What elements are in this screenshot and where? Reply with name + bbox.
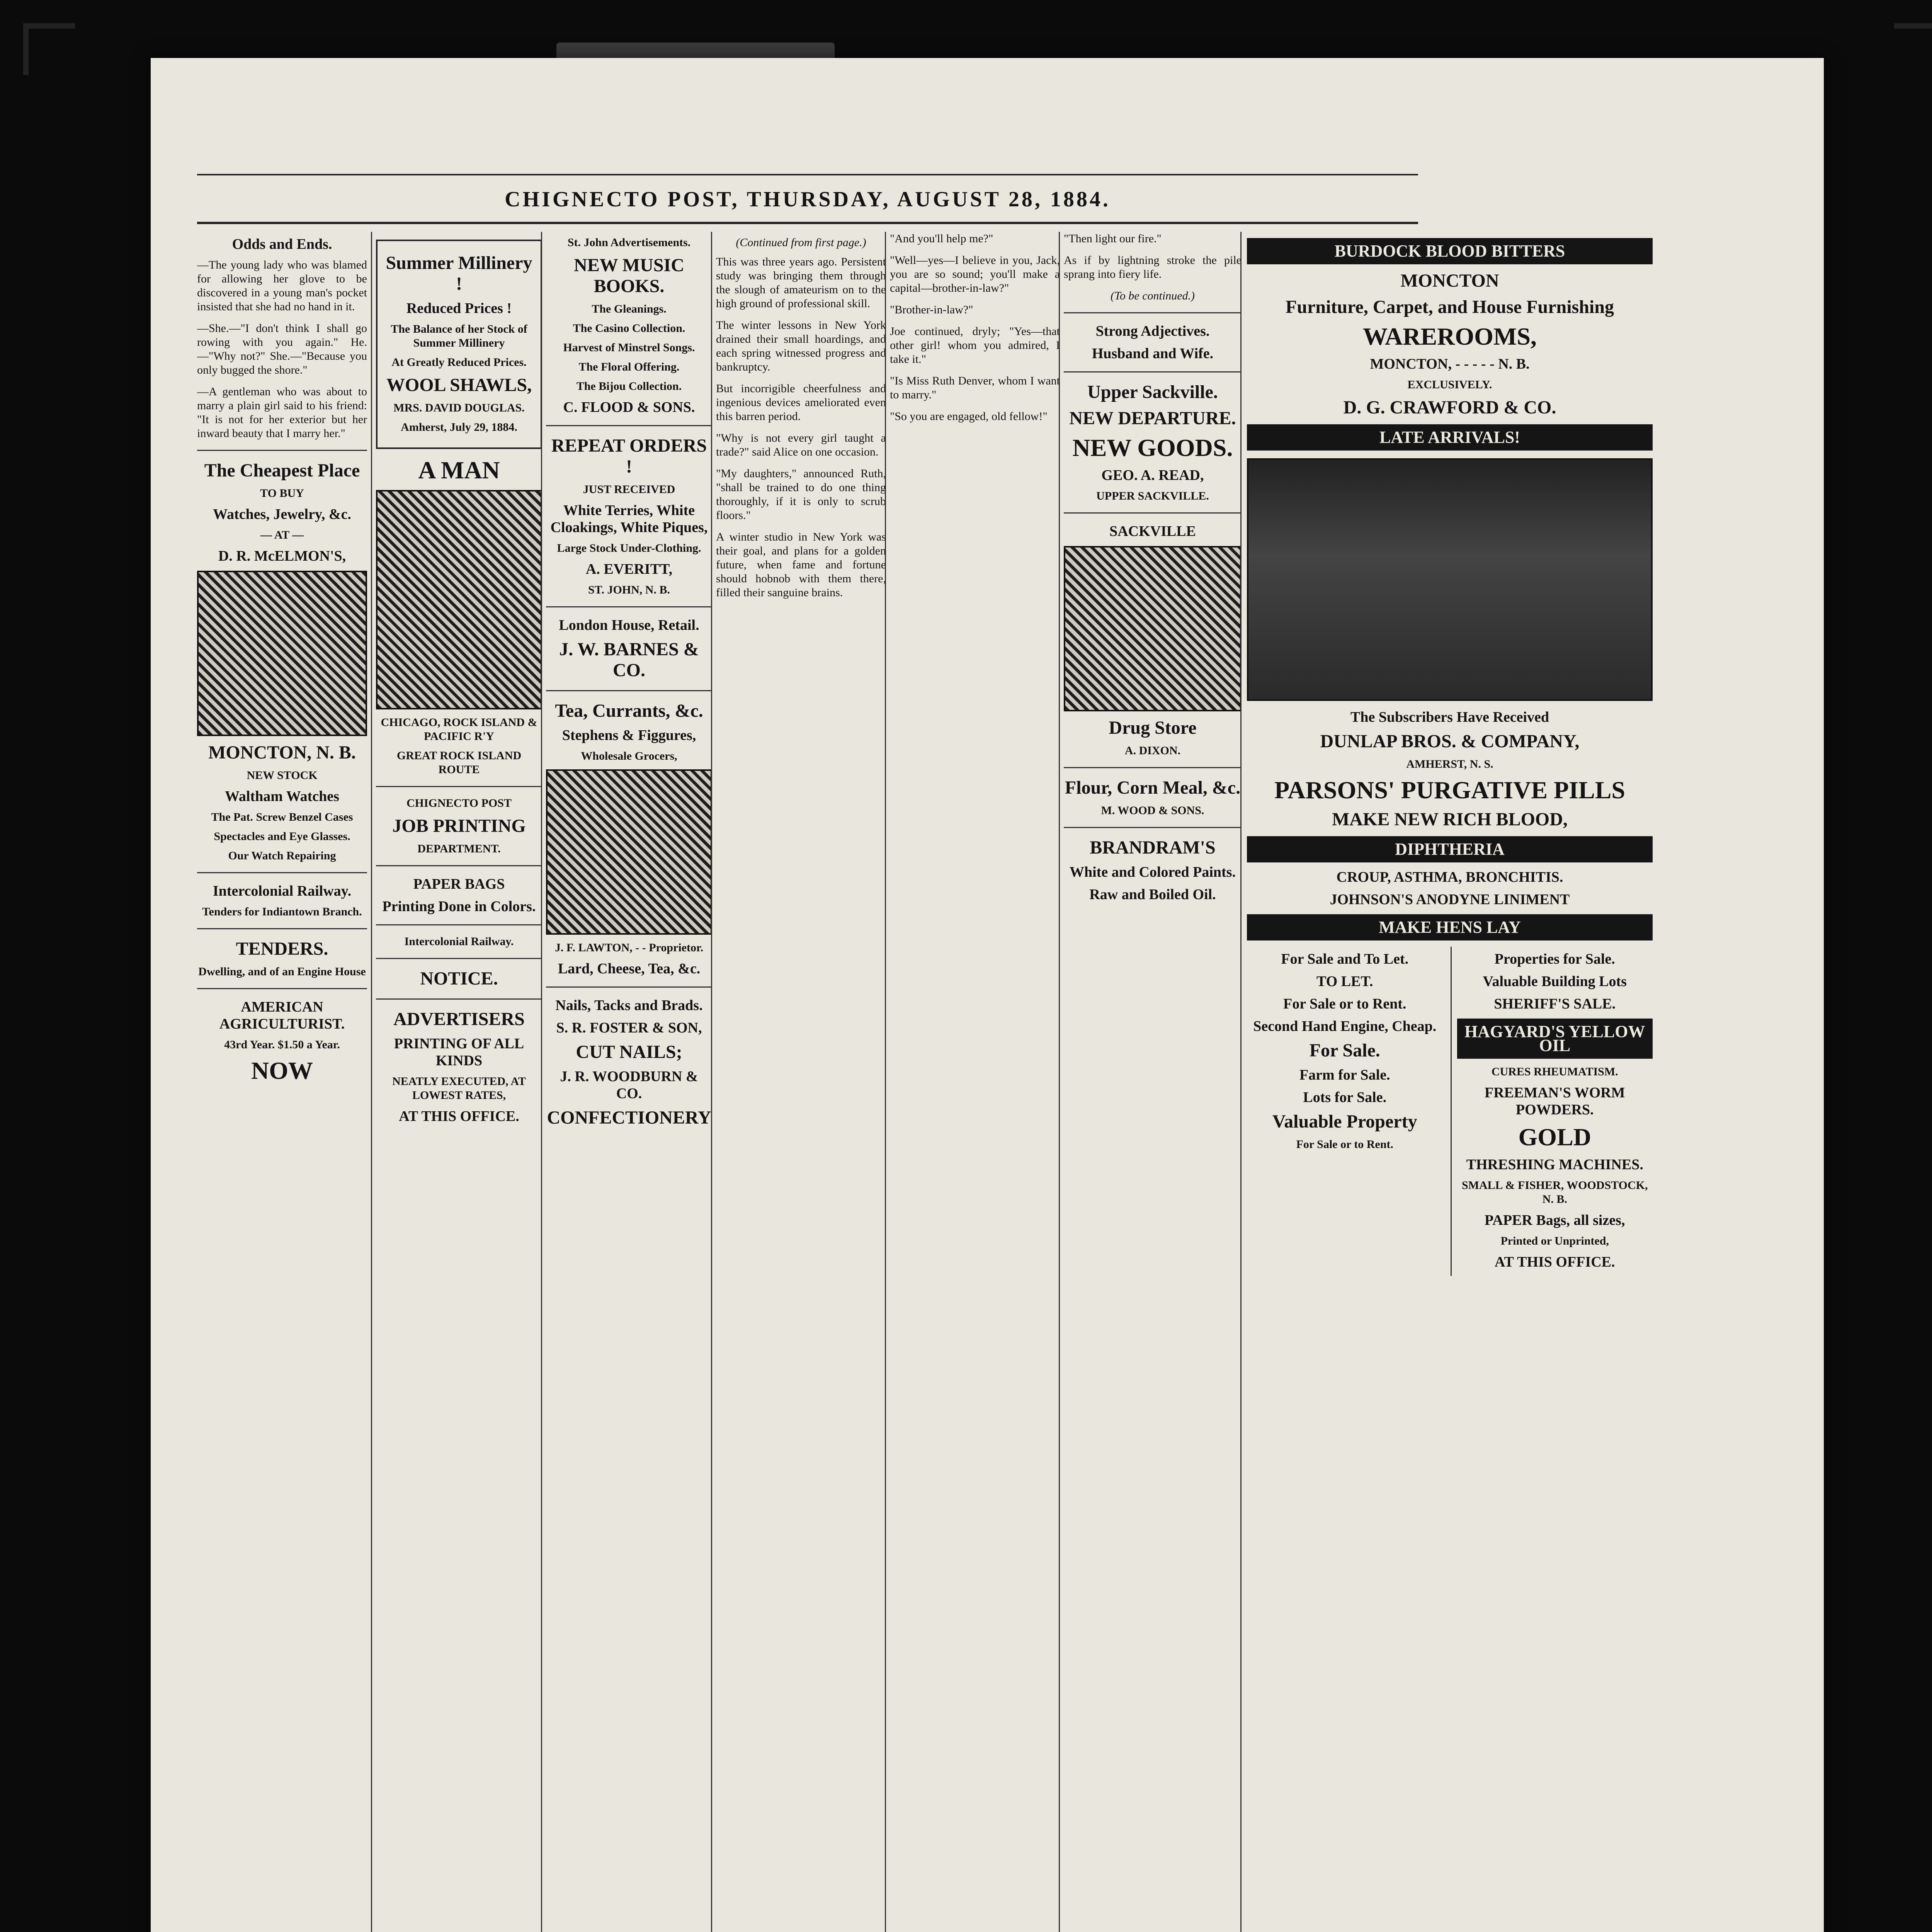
ad-heading: Summer Millinery ! <box>386 253 532 294</box>
ad-line: Spectacles and Eye Glasses. <box>214 830 350 843</box>
ad-line: WOOL SHAWLS, <box>386 375 532 395</box>
ad-line: Printed or Unprinted, <box>1500 1235 1609 1247</box>
ad-heading: The Cheapest Place <box>204 460 360 481</box>
divider <box>1064 312 1242 313</box>
ad-line: MAKE NEW RICH BLOOD, <box>1332 809 1568 830</box>
paragraph: As if by lightning stroke the pile sprang into fiery life. <box>1064 254 1242 281</box>
ad-line: For Sale or to Rent. <box>1296 1138 1393 1151</box>
classifieds-left <box>1247 947 1443 1276</box>
ad-line: Waltham Watches <box>225 788 339 804</box>
ad-heading: TO LET. <box>1316 973 1373 990</box>
divider <box>197 928 367 929</box>
ad-line: ST. JOHN, N. B. <box>588 583 670 596</box>
ad-place: MONCTON, N. B. <box>208 742 356 763</box>
ad-line: MRS. DAVID DOUGLAS. <box>393 401 525 414</box>
ad-line: White and Colored Paints. <box>1069 864 1236 880</box>
divider <box>546 690 712 691</box>
ad-line: CUT NAILS; <box>576 1042 682 1062</box>
ad-line: Furniture, Carpet, and House Furnishing <box>1286 297 1614 317</box>
column-5 <box>885 232 1060 1932</box>
ad-heading: Farm for Sale. <box>1299 1067 1390 1083</box>
paragraph: Joe continued, dryly; "Yes—that other girl! whom you admired, I take it." <box>890 325 1060 366</box>
ad-heading: London House, Retail. <box>559 617 699 633</box>
ad-line: DUNLAP BROS. & COMPANY, <box>1320 731 1580 752</box>
paragraph: But incorrigible cheerfulness and ingenious devices ameliorated even this barren period. <box>716 382 886 423</box>
ad-heading: MONCTON <box>1400 270 1499 291</box>
divider <box>1064 371 1242 372</box>
ad-heading: Printing Done in Colors. <box>382 898 536 915</box>
paragraph: "Well—yes—I believe in you, Jack, you are so sound; you'll make a capital—brother-in-law?" <box>890 254 1060 294</box>
ad-line: PAPER Bags, all sizes, <box>1485 1212 1625 1228</box>
ad-heading: JOB PRINTING <box>392 816 526 836</box>
paragraph: A winter studio in New York was their goal, and plans for a golden future, when fame and fortune should hobnob with them there, filled their sanguine brains. <box>716 531 886 599</box>
ad-line: The Casino Collection. <box>573 322 685 335</box>
column-4 <box>711 232 886 1932</box>
ad-line: FREEMAN'S WORM POWDERS. <box>1485 1085 1625 1118</box>
paragraph: —A gentleman who was about to marry a plain girl said to his friend: "It is not for her exterior but her inward beauty that I marry her." <box>197 385 367 440</box>
ad-heading: For Sale and To Let. <box>1281 951 1409 967</box>
late-arrivals-banner: LATE ARRIVALS! <box>1247 424 1653 451</box>
bitters-ad-logo: BURDOCK BLOOD BITTERS <box>1247 238 1653 264</box>
ad-heading: Second Hand Engine, Cheap. <box>1253 1018 1437 1034</box>
paragraph: "So you are engaged, old fellow!" <box>890 410 1048 423</box>
diphtheria-banner: DIPHTHERIA <box>1247 836 1653 862</box>
ad-heading: For Sale or to Rent. <box>1283 996 1406 1012</box>
crossed-brooms-engraving <box>546 769 712 935</box>
ad-line: A. EVERITT, <box>585 561 673 577</box>
ad-line: M. WOOD & SONS. <box>1101 804 1204 817</box>
divider <box>376 786 542 787</box>
divider <box>376 865 542 866</box>
continued-note: (Continued from first page.) <box>736 236 866 249</box>
ad-heading: BRANDRAM'S <box>1090 837 1216 858</box>
divider <box>376 998 542 1000</box>
clock-engraving <box>197 571 367 736</box>
ad-line: CROUP, ASTHMA, BRONCHITIS. <box>1336 869 1563 885</box>
ad-line: GEO. A. READ, <box>1101 467 1204 483</box>
divider <box>376 924 542 925</box>
ad-heading: PAPER BAGS <box>413 876 505 892</box>
ad-line: MONCTON, - - - - - N. B. <box>1370 356 1530 372</box>
divider <box>1064 767 1242 768</box>
masthead <box>197 174 1418 224</box>
millinery-ad <box>376 240 542 449</box>
ad-heading: NEW MUSIC BOOKS. <box>574 255 684 296</box>
ad-line: White Terries, White Cloakings, White Piques, <box>550 502 708 536</box>
ad-heading: Properties for Sale. <box>1494 951 1615 967</box>
ad-line: C. FLOOD & SONS. <box>563 399 695 415</box>
pills-ad-heading: PARSONS' PURGATIVE PILLS <box>1274 776 1625 804</box>
crop-mark-top-right <box>1894 23 1932 75</box>
newspaper-page <box>151 58 1824 1932</box>
ad-heading: AMERICAN AGRICULTURIST. <box>219 999 345 1032</box>
divider <box>197 988 367 989</box>
divider <box>197 450 367 451</box>
ad-line: NEW DEPARTURE. <box>1069 408 1236 429</box>
section-header: St. John Advertisements. <box>567 236 691 249</box>
divider <box>546 606 712 607</box>
ad-heading: Nails, Tacks and Brads. <box>555 997 703 1014</box>
ad-heading: GOLD <box>1518 1123 1591 1151</box>
ad-line: SMALL & FISHER, WOODSTOCK, N. B. <box>1462 1179 1648 1206</box>
ad-line: S. R. FOSTER & SON, <box>556 1020 702 1036</box>
column-2 <box>371 232 542 1932</box>
map-caption: CHICAGO, ROCK ISLAND & PACIFIC R'Y <box>381 716 537 743</box>
ad-heading: TENDERS. <box>236 939 328 959</box>
ad-line: A. DIXON. <box>1124 744 1181 757</box>
ad-line: The Floral Offering. <box>578 361 680 373</box>
classifieds <box>1247 947 1653 1276</box>
ad-line: Dwelling, and of an Engine House <box>198 965 366 978</box>
ad-line: J. F. LAWTON, - - Proprietor. <box>554 941 704 954</box>
ad-heading: Valuable Building Lots <box>1483 973 1627 990</box>
classifieds-right <box>1451 947 1653 1276</box>
ad-line: AMHERST, N. S. <box>1406 758 1493 770</box>
ad-heading: Flour, Corn Meal, &c. <box>1065 777 1241 798</box>
ad-line: D. G. CRAWFORD & CO. <box>1343 397 1556 418</box>
column-3 <box>541 232 712 1932</box>
divider <box>546 986 712 988</box>
section-heading: Husband and Wife. <box>1092 345 1214 362</box>
ad-heading: Valuable Property <box>1272 1111 1417 1132</box>
paragraph: "My daughters," announced Ruth, "shall be trained to do one thing thoroughly, if it is only to scrub floors." <box>716 467 886 522</box>
ad-line: AT THIS OFFICE. <box>1495 1254 1615 1270</box>
ad-heading: Intercolonial Railway. <box>213 883 352 899</box>
paragraph: —She.—"I don't think I shall go rowing with you again." He.—"Why not?" She.—"Because you only bugged the shore." <box>197 322 367 376</box>
ad-line: The Pat. Screw Benzel Cases <box>211 811 353 823</box>
ad-heading: REPEAT ORDERS ! <box>551 435 707 477</box>
ad-line: Amherst, July 29, 1884. <box>401 421 517 434</box>
ad-heading: Lots for Sale. <box>1303 1089 1387 1105</box>
ad-line: The Gleanings. <box>592 303 667 315</box>
ad-line: The Balance of her Stock of Summer Millinery <box>391 323 527 349</box>
ad-line: DEPARTMENT. <box>417 842 501 855</box>
ad-line: Drug Store <box>1109 718 1197 738</box>
paragraph: The winter lessons in New York drained their small hoardings, and each spring witnessed progress and bankruptcy. <box>716 319 886 373</box>
hens-banner: MAKE HENS LAY <box>1247 914 1653 940</box>
ad-line: The Bijou Collection. <box>576 380 682 393</box>
ad-heading: SHERIFF'S SALE. <box>1494 996 1616 1012</box>
paragraph: "Then light our fire." <box>1064 232 1162 245</box>
ad-line: NEATLY EXECUTED, AT LOWEST RATES, <box>392 1075 526 1102</box>
yellow-oil-banner: HAGYARD'S YELLOW OIL <box>1457 1019 1653 1059</box>
ad-line: The Subscribers Have Received <box>1350 709 1549 725</box>
ad-heading: NOTICE. <box>420 968 498 989</box>
ad-line: JOHNSON'S ANODYNE LINIMENT <box>1330 891 1570 908</box>
ad-heading: For Sale. <box>1309 1040 1380 1061</box>
paragraph: This was three years ago. Persistent study was bringing them through the slough of amateurism on to the high ground of professional skill. <box>716 255 886 310</box>
ad-line: At Greatly Reduced Prices. <box>391 356 527 369</box>
ad-line: AT THIS OFFICE. <box>399 1108 519 1124</box>
paragraph: "Is Miss Ruth Denver, whom I want to marry." <box>890 374 1060 401</box>
column-1 <box>197 232 367 1932</box>
continued-note: (To be continued.) <box>1110 289 1195 302</box>
paragraph: "Brother-in-law?" <box>890 303 973 316</box>
ad-heading: NOW <box>251 1057 313 1084</box>
ad-heading: Upper Sackville. <box>1087 382 1218 402</box>
ad-heading: ADVERTISERS <box>393 1009 525 1029</box>
paragraph: "And you'll help me?" <box>890 232 993 245</box>
ad-line: — AT — <box>260 529 304 541</box>
ad-line: CONFECTIONERY <box>547 1107 711 1128</box>
ad-line: PRINTING OF ALL KINDS <box>394 1036 524 1069</box>
ad-line: CHIGNECTO POST <box>406 797 512 810</box>
divider <box>546 425 712 426</box>
column-7 <box>1240 232 1653 1932</box>
ad-line: Intercolonial Railway. <box>404 935 514 948</box>
ad-line: EXCLUSIVELY. <box>1407 378 1492 391</box>
ad-line: Wholesale Grocers, <box>581 750 677 762</box>
ad-heading: Tea, Currants, &c. <box>555 701 703 721</box>
ad-line: UPPER SACKVILLE. <box>1096 490 1209 502</box>
ad-line: Reduced Prices ! <box>406 300 512 316</box>
ad-line: GREAT ROCK ISLAND ROUTE <box>396 749 522 776</box>
divider <box>1064 512 1242 514</box>
warehouse-engraving <box>1247 458 1653 701</box>
ad-name: D. R. McELMON'S, <box>218 548 346 564</box>
ad-line: WAREROOMS, <box>1363 323 1537 350</box>
ad-line: TO BUY <box>260 487 304 500</box>
column-6 <box>1059 232 1242 1932</box>
ad-line: JUST RECEIVED <box>583 483 675 496</box>
page-title: CHIGNECTO POST, THURSDAY, AUGUST 28, 1884. <box>505 187 1111 211</box>
paragraph: —The young lady who was blamed for allowing her glove to be discovered in a young man's pocket insisted that she had no hand in it. <box>197 259 367 313</box>
map-ad-heading: A MAN <box>418 456 500 484</box>
ad-line: Watches, Jewelry, &c. <box>213 506 351 522</box>
ad-line: NEW STOCK <box>247 769 318 782</box>
ad-heading: SACKVILLE <box>1109 523 1196 539</box>
ad-line: THRESHING MACHINES. <box>1466 1156 1643 1173</box>
crop-mark-top-left <box>23 23 75 75</box>
ad-line: CURES RHEUMATISM. <box>1491 1065 1618 1078</box>
ad-line: Our Watch Repairing <box>228 849 336 862</box>
divider <box>1064 827 1242 828</box>
ad-line: Tenders for Indiantown Branch. <box>202 905 362 918</box>
ad-line: Stephens & Figgures, <box>562 727 696 743</box>
ad-heading: Lard, Cheese, Tea, &c. <box>558 961 701 977</box>
divider <box>376 958 542 959</box>
ad-line: Harvest of Minstrel Songs. <box>563 341 695 354</box>
railway-map-engraving <box>376 490 542 709</box>
ad-line: Raw and Boiled Oil. <box>1089 886 1216 903</box>
paragraph: "Why is not every girl taught a trade?" said Alice on one occasion. <box>716 432 886 458</box>
ad-line: J. R. WOODBURN & CO. <box>560 1068 698 1102</box>
divider <box>197 872 367 873</box>
odds-heading: Odds and Ends. <box>232 236 332 252</box>
ad-line: NEW GOODS. <box>1072 434 1233 461</box>
ad-line: J. W. BARNES & CO. <box>559 639 699 680</box>
mortar-pestle-engraving <box>1064 546 1242 711</box>
section-heading: Strong Adjectives. <box>1095 323 1210 339</box>
ad-line: Large Stock Under-Clothing. <box>557 542 701 554</box>
ad-line: 43rd Year. $1.50 a Year. <box>224 1038 340 1051</box>
